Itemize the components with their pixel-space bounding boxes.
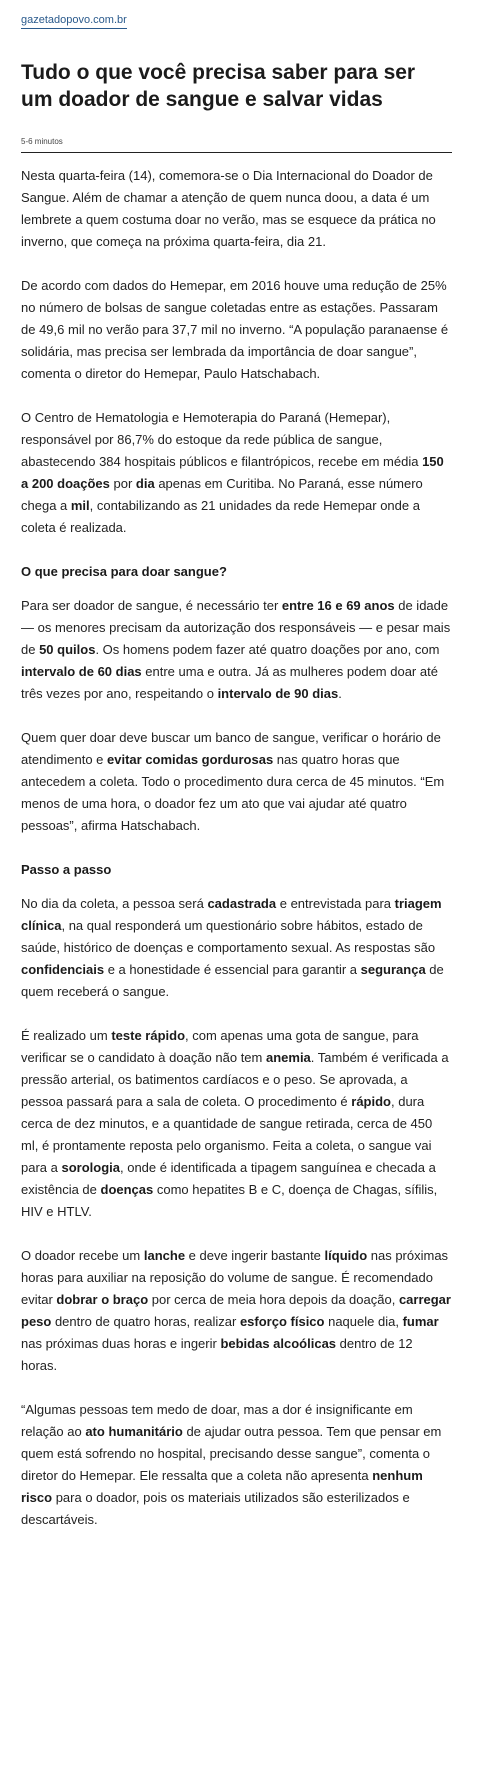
bold-text: evitar comidas gordurosas xyxy=(107,752,274,767)
text-span: de quem receberá o sangue. xyxy=(21,962,444,999)
text-span: , na qual responderá um questionário sobre hábitos, estado de saúde, histórico de doenças e comportamento sexual. As respostas são xyxy=(21,918,436,955)
text-span: naquele dia, xyxy=(324,1314,403,1329)
text-span: nas próximas horas para auxiliar na reposição do volume de sangue. É recomendado evitar xyxy=(21,1248,449,1307)
bold-text: anemia xyxy=(265,1050,311,1065)
paragraph-hemepar-data: De acordo com dados do Hemepar, em 2016 houve uma redução de 25% no número de bolsas de sangue coletadas entre as estações. Passaram de 49,6 mil no verão para 37,7 mil no inverno. “A população paranaense é solidária, mas precisa ser lembrada da importância de doar sangue”, comenta o diretor do Hemepar, Paulo Hatschabach. xyxy=(21,278,449,381)
text-span: e a honestidade é essencial para garantir a xyxy=(104,962,361,977)
text-span: de idade — os menores precisam da autorização dos responsáveis — e pesar mais de xyxy=(21,598,451,657)
text-span: , com apenas uma gota de sangue, para verificar se o candidato à doação não tem xyxy=(21,1028,419,1065)
text-span: dentro de 12 horas. xyxy=(21,1336,413,1373)
read-time: 5-6 minutos xyxy=(21,137,63,146)
text-span: de ajudar outra pessoa. Tem que pensar em quem está sofrendo no hospital, precisando desse sangue”, comenta o diretor do Hemepar. Ele ressalta que a coleta não apresenta xyxy=(21,1424,442,1483)
section-heading-steps: Passo a passo xyxy=(21,862,112,877)
paragraph-collection xyxy=(21,1025,452,1223)
bold-text: intervalo de 60 dias xyxy=(21,664,142,679)
text-span: nas próximas duas horas e ingerir xyxy=(21,1336,221,1351)
text-span: , onde é identificada a tipagem sanguínea e checada a existência de xyxy=(21,1160,436,1197)
paragraph-requirements xyxy=(21,595,452,705)
paragraph-intro: Nesta quarta-feira (14), comemora-se o Dia Internacional do Doador de Sangue. Além de chamar a atenção de quem nunca doou, a data é um lembrete a quem costuma doar no verão, mas se esquece da prática no inverno, que começa na próxima quarta-feira, dia 21. xyxy=(21,168,436,249)
text-span: por xyxy=(109,476,136,491)
text-span: . Os homens podem fazer até quatro doações por ano, com xyxy=(95,642,440,657)
text-span: No dia da coleta, a pessoa será xyxy=(21,896,208,911)
bold-text: triagem clínica xyxy=(21,896,442,933)
bold-text: carregar peso xyxy=(21,1292,451,1329)
bold-text: entre 16 e 69 anos xyxy=(281,598,395,613)
text-span: entre uma e outra. Já as mulheres podem doar até três vezes por ano, respeitando o xyxy=(21,664,438,701)
bold-text: teste rápido xyxy=(111,1028,186,1043)
bold-text: líquido xyxy=(324,1248,368,1263)
bold-text: lanche xyxy=(143,1248,186,1263)
bold-text: doenças xyxy=(100,1182,154,1197)
text-span: Para ser doador de sangue, é necessário ter xyxy=(21,598,282,613)
text-span: . Também é verificada a pressão arterial, os batimentos cardíacos e o peso. Se aprovada, a pessoa passará para a sala de coleta. O procedimento é xyxy=(21,1050,449,1109)
bold-text: confidenciais xyxy=(21,962,105,977)
bold-text: fumar xyxy=(402,1314,439,1329)
title-divider xyxy=(21,152,452,153)
bold-text: dia xyxy=(135,476,155,491)
source-link[interactable]: gazetadopovo.com.br xyxy=(21,14,127,29)
text-span: . xyxy=(338,686,342,701)
paragraph-preparation xyxy=(21,727,452,837)
text-span: Quem quer doar deve buscar um banco de sangue, verificar o horário de atendimento e xyxy=(21,730,441,767)
bold-text: intervalo de 90 dias xyxy=(217,686,339,701)
text-span: apenas em Curitiba. No Paraná, esse número chega a xyxy=(21,476,423,513)
paragraph-aftercare xyxy=(21,1245,452,1377)
text-span: É realizado um xyxy=(21,1028,112,1043)
text-span: “Algumas pessoas tem medo de doar, mas a dor é insignificante em relação ao xyxy=(21,1402,413,1439)
text-span: , contabilizando as 21 unidades da rede Hemepar onde a coleta é realizada. xyxy=(21,498,420,535)
bold-text: ato humanitário xyxy=(85,1424,183,1439)
bold-text: 50 quilos xyxy=(39,642,96,657)
section-heading-requirements: O que precisa para doar sangue? xyxy=(21,564,227,579)
bold-text: cadastrada xyxy=(207,896,277,911)
text-span: e deve ingerir bastante xyxy=(185,1248,325,1263)
bold-text: 150 a 200 doações xyxy=(21,454,444,491)
bold-text: dobrar o braço xyxy=(56,1292,149,1307)
text-span: como hepatites B e C, doença de Chagas, sífilis, HIV e HTLV. xyxy=(21,1182,438,1219)
text-span: nas quatro horas que antecedem a coleta. Todo o procedimento dura cerca de 45 minutos. “Em menos de uma hora, o doador fez um ato que vai ajudar até quatro pessoas”, afirma Hatschabach. xyxy=(21,752,445,833)
paragraph-quote xyxy=(21,1399,452,1531)
text-span: por cerca de meia hora depois da doação, xyxy=(148,1292,399,1307)
text-span: para o doador, pois os materiais utilizados são esterilizados e descartáveis. xyxy=(21,1490,410,1527)
paragraph-hemepar-center xyxy=(21,407,452,539)
bold-text: esforço físico xyxy=(239,1314,325,1329)
text-span: dentro de quatro horas, realizar xyxy=(51,1314,240,1329)
text-span: O doador recebe um xyxy=(21,1248,144,1263)
bold-text: bebidas alcoólicas xyxy=(220,1336,337,1351)
article-title: Tudo o que você precisa saber para ser um doador de sangue e salvar vidas xyxy=(21,61,416,111)
bold-text: nenhum risco xyxy=(21,1468,423,1505)
bold-text: segurança xyxy=(360,962,426,977)
text-span: e entrevistada para xyxy=(276,896,395,911)
bold-text: mil xyxy=(70,498,90,513)
bold-text: rápido xyxy=(351,1094,391,1109)
bold-text: sorologia xyxy=(61,1160,120,1175)
paragraph-registration xyxy=(21,893,452,1003)
text-span: , dura cerca de dez minutos, e a quantidade de sangue retirada, cerca de 450 ml, é prontamente reposta pelo organismo. Feita a coleta, o sangue vai para a xyxy=(21,1094,433,1175)
text-span: O Centro de Hematologia e Hemoterapia do Paraná (Hemepar), responsável por 86,7% do estoque da rede pública de sangue, abastecendo 384 hospitais públicos e filantrópicos, recebe em média xyxy=(21,410,423,469)
